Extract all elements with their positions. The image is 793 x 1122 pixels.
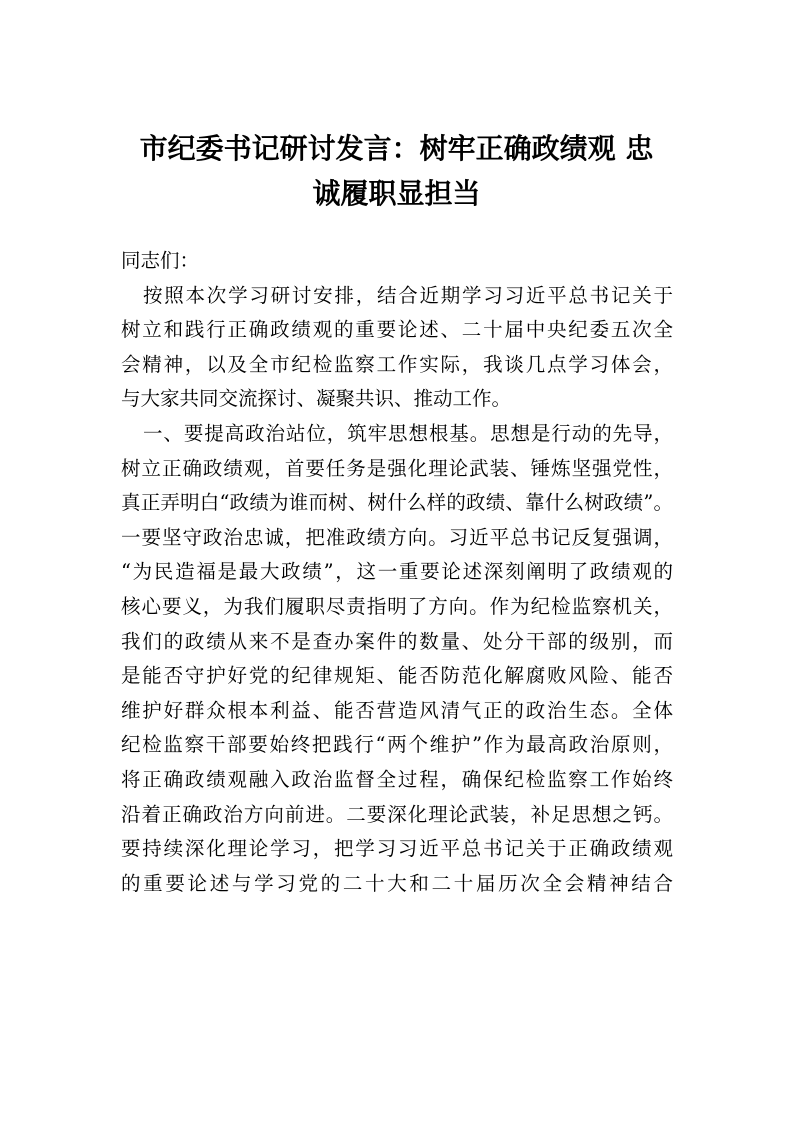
paragraph-line: 的重要论述与学习党的二十大和二十届历次全会精神结合	[121, 871, 673, 895]
document-title-line-1: 市纪委书记研讨发言：树牢正确政绩观 忠	[139, 132, 654, 165]
document-body	[121, 244, 673, 901]
paragraph-line: “为民造福是最大政绩”，这一重要论述深刻阐明了政绩观的	[121, 560, 673, 584]
paragraph-line: 是能否守护好党的纪律规矩、能否防范化解腐败风险、能否	[121, 664, 673, 688]
paragraph-line: 纪检监察干部要始终把践行“两个维护”作为最高政治原则，	[121, 733, 673, 757]
paragraph-line: 要持续深化理论学习，把学习习近平总书记关于正确政绩观	[121, 837, 673, 861]
paragraph-line: 我们的政绩从来不是查办案件的数量、处分干部的级别，而	[121, 629, 673, 653]
paragraph-line: 与大家共同交流探讨、凝聚共识、推动工作。	[121, 387, 512, 411]
document-title-line-2: 诚履职显担当	[312, 177, 481, 210]
paragraph-line: 按照本次学习研讨安排，结合近期学习习近平总书记关于	[143, 283, 673, 307]
paragraph-line: 维护好群众根本利益、能否营造风清气正的政治生态。全体	[121, 698, 673, 722]
paragraph-line: 核心要义，为我们履职尽责指明了方向。作为纪检监察机关，	[121, 594, 673, 618]
paragraph-line: 将正确政绩观融入政治监督全过程，确保纪检监察工作始终	[121, 767, 673, 791]
paragraph-line: 树立和践行正确政绩观的重要论述、二十届中央纪委五次全	[121, 318, 673, 342]
paragraph-1	[121, 279, 673, 417]
paragraph-line: 树立正确政绩观，首要任务是强化理论武装、锤炼坚强党性，	[121, 456, 673, 480]
paragraph-line: 一要坚守政治忠诚，把准政绩方向。习近平总书记反复强调，	[121, 525, 673, 549]
paragraph-line: 真正弄明白“政绩为谁而树、树什么样的政绩、靠什么树政绩”。	[121, 491, 673, 515]
paragraph-line: 沿着正确政治方向前进。二要深化理论武装，补足思想之钙。	[121, 802, 673, 826]
salutation: 同志们：	[121, 249, 200, 272]
paragraph-2	[121, 417, 673, 901]
paragraph-line: 一、要提高政治站位，筑牢思想根基。思想是行动的先导，	[143, 421, 673, 445]
paragraph-line: 会精神，以及全市纪检监察工作实际，我谈几点学习体会，	[121, 352, 673, 376]
